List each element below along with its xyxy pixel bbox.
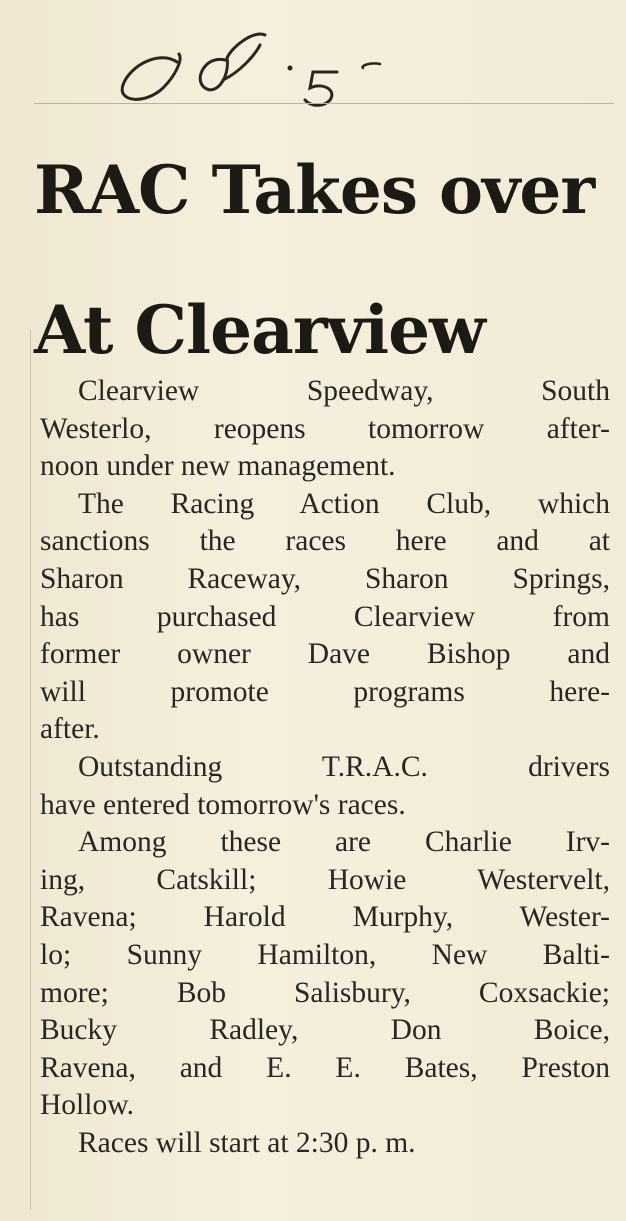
handwritten-date: [105, 10, 405, 110]
handwritten-date-ink: [105, 10, 405, 110]
text-line: noon under new management.: [40, 450, 396, 483]
paragraph-1: [40, 373, 610, 486]
paragraph-3: [40, 749, 610, 824]
headline-line-2: At Clearview: [34, 291, 485, 369]
text-line: Sharon Raceway, Sharon Springs,: [40, 562, 610, 595]
text-line: after.: [40, 713, 100, 746]
text-line: Ravena, and E. E. Bates, Preston: [40, 1051, 610, 1084]
headline-line-1: RAC Takes over: [34, 151, 595, 229]
text-line: Races will start at 2:30 p. m.: [78, 1126, 416, 1159]
paragraph-5: [40, 1125, 610, 1163]
text-line: Clearview Speedway, South: [78, 375, 610, 407]
top-rule: [34, 103, 614, 104]
paragraph-2: [40, 486, 610, 749]
text-line: Bucky Radley, Don Boice,: [40, 1014, 610, 1047]
text-line: The Racing Action Club, which: [78, 487, 610, 520]
text-line: Ravena; Harold Murphy, Wester-: [40, 901, 610, 934]
article-body: [40, 373, 610, 1162]
text-line: Outstanding T.R.A.C. drivers: [78, 750, 610, 783]
text-line: more; Bob Salisbury, Coxsackie;: [40, 976, 610, 1009]
left-rule: [30, 330, 31, 1210]
text-line: Among these are Charlie Irv-: [78, 826, 610, 859]
text-line: ing, Catskill; Howie Westervelt,: [40, 863, 610, 896]
text-line: sanctions the races here and at: [40, 525, 610, 558]
text-line: will promote programs here-: [40, 675, 610, 708]
text-line: has purchased Clearview from: [40, 600, 610, 633]
text-line: have entered tomorrow's races.: [40, 788, 406, 821]
text-line: former owner Dave Bishop and: [40, 638, 610, 671]
text-line: lo; Sunny Hamilton, New Balti-: [40, 938, 610, 971]
text-line: Westerlo, reopens tomorrow after-: [40, 412, 610, 445]
text-line: Hollow.: [40, 1089, 134, 1122]
paragraph-4: [40, 824, 610, 1125]
headline: [34, 120, 624, 400]
